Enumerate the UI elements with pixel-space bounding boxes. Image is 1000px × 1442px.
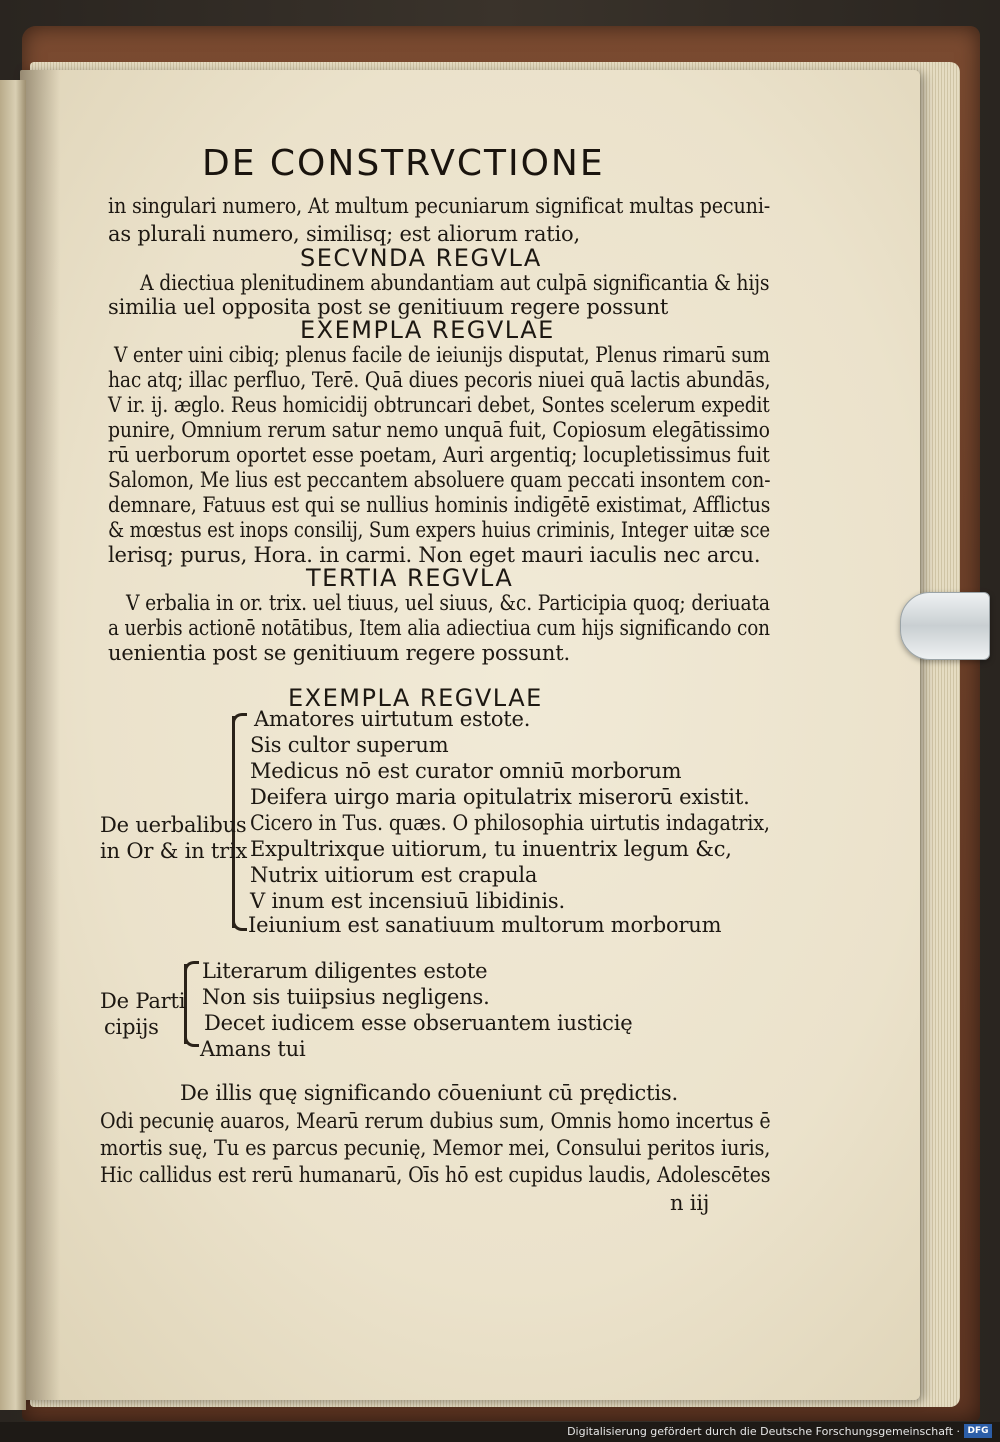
verbal-example: Cicero in Tus. quæs. O philosophia uirtutis indagatrix, xyxy=(250,811,770,835)
running-head: DE CONSTRVCTIONE xyxy=(202,143,605,184)
margin-label: in Or & in trix xyxy=(100,839,248,863)
dfg-logo-icon: DFG xyxy=(964,1424,992,1438)
rule-line: a uerbis actionē notātibus, Item alia adiectiua cum hijs significando con xyxy=(108,616,770,640)
participle-example: Non sis tuiipsius negligens. xyxy=(202,985,490,1009)
example-line: & mœstus est inops consilij, Sum expers huius criminis, Integer uitæ sce xyxy=(108,518,770,542)
participle-example: Amans tui xyxy=(200,1037,306,1061)
margin-label: De uerbalibus xyxy=(100,813,247,837)
section-heading: TERTIA REGVLA xyxy=(306,564,514,592)
verbal-example: Amatores uirtutum estote. xyxy=(254,707,531,731)
example-line: punire, Omnium rerum satur nemo unquā fuit, Copiosum elegātissimo xyxy=(108,418,770,442)
rule-line: A diectiua plenitudinem abundantiam aut culpā significantia & hijs xyxy=(140,271,770,295)
participle-example: Decet iudicem esse obseruantem iusticię xyxy=(204,1011,633,1035)
section-heading: SECVNDA REGVLA xyxy=(300,244,542,272)
example-line: lerisq; purus, Hora. in carmi. Non eget mauri iaculis nec arcu. xyxy=(108,543,761,567)
verbal-example: Deifera uirgo maria opitulatrix miserorū existit. xyxy=(250,785,750,809)
closing-intro: De illis quę significando cōueniunt cū prędictis. xyxy=(180,1081,678,1105)
verbal-example: Sis cultor superum xyxy=(250,733,449,757)
rule-line: uenientia post se genitiuum regere possunt. xyxy=(108,641,570,665)
verbal-example: Medicus nō est curator omniū morborum xyxy=(250,759,682,783)
text-line: as plurali numero, similisq; est aliorum ratio, xyxy=(108,222,580,246)
signature-mark: n iij xyxy=(670,1191,710,1215)
rule-line: similia uel opposita post se genitiuum regere possunt xyxy=(108,295,669,319)
rule-line: V erbalia in or. trix. uel tiuus, uel siuus, &c. Participia quoq; deriuata xyxy=(126,591,770,615)
margin-label: cipijs xyxy=(104,1015,159,1039)
examples-heading: EXEMPLA REGVLAE xyxy=(300,316,555,344)
example-line: V ir. ij. æglo. Reus homicidij obtruncari debet, Sontes scelerum expedit xyxy=(108,393,770,417)
example-line: Salomon, Me lius est peccantem absoluere quam peccati insontem con- xyxy=(108,468,771,492)
verbal-example: V inum est incensiuū libidinis. xyxy=(250,889,565,913)
examples-heading: EXEMPLA REGVLAE xyxy=(288,684,543,712)
example-line: demnare, Fatuus est qui se nullius hominis indigētē existimat, Afflictus xyxy=(108,493,771,517)
verbal-example: Ieiunium est sanatiuum multorum morborum xyxy=(248,913,722,937)
verbal-example: Nutrix uitiorum est crapula xyxy=(250,863,538,887)
text-line: in singulari numero, At multum pecuniarum significat multas pecuni- xyxy=(108,194,771,218)
funding-credit: Digitalisierung gefördert durch die Deutsche Forschungsgemeinschaft · xyxy=(567,1425,960,1438)
participle-example: Literarum diligentes estote xyxy=(202,959,488,983)
margin-label: De Parti xyxy=(100,989,186,1013)
verbal-example: Expultrixque uitiorum, tu inuentrix legum &c, xyxy=(250,837,732,861)
example-line: V enter uini cibiq; plenus facile de ieiunijs disputat, Plenus rimarū sum xyxy=(114,343,770,367)
closing-line: mortis suę, Tu es parcus pecunię, Memor mei, Consului peritos iuris, xyxy=(100,1136,771,1160)
closing-line: Odi pecunię auaros, Mearū rerum dubius sum, Omnis homo incertus ē xyxy=(100,1109,771,1133)
example-line: hac atq; illac perfluo, Terē. Quā diues pecoris niuei quā lactis abundās, xyxy=(108,368,771,392)
example-line: rū uerborum oportet esse poetam, Auri argentiq; locupletissimus fuit xyxy=(108,443,770,467)
closing-line: Hic callidus est rerū humanarū, Oīs hō est cupidus laudis, Adolescētes xyxy=(100,1163,771,1187)
